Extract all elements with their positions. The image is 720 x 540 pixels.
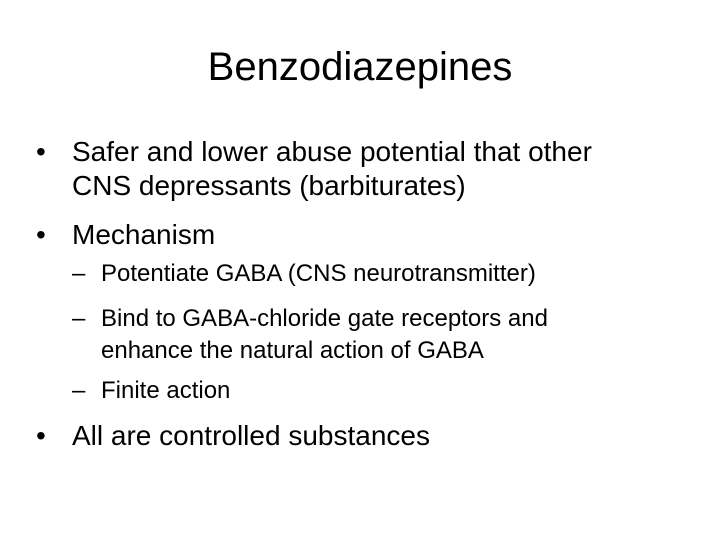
- sub-item-line: enhance the natural action of GABA: [101, 337, 484, 364]
- bullet-marker: •: [36, 420, 46, 451]
- bullet-text: [72, 419, 692, 453]
- slide-title: Benzodiazepines: [207, 45, 513, 89]
- bullet-line: Mechanism: [72, 219, 216, 250]
- bullet-marker: •: [36, 136, 46, 167]
- sub-item-line: Bind to GABA-chloride gate receptors and: [101, 305, 548, 332]
- sub-item-line: Finite action: [101, 377, 231, 404]
- bullet-line: CNS depressants (barbiturates): [72, 170, 466, 201]
- sub-item-line: Potentiate GABA (CNS neurotransmitter): [101, 260, 536, 287]
- sub-item-marker: –: [72, 377, 86, 404]
- sub-item-text: [101, 303, 661, 367]
- sub-item-text: [101, 258, 661, 290]
- sub-item-text: [101, 375, 661, 407]
- sub-item-marker: –: [72, 305, 86, 332]
- sub-item-marker: –: [72, 260, 86, 287]
- bullet-marker: •: [36, 219, 46, 250]
- bullet-text: [72, 218, 692, 252]
- bullet-line: Safer and lower abuse potential that other: [72, 136, 592, 167]
- bullet-line: All are controlled substances: [72, 420, 430, 451]
- bullet-text: [72, 135, 692, 203]
